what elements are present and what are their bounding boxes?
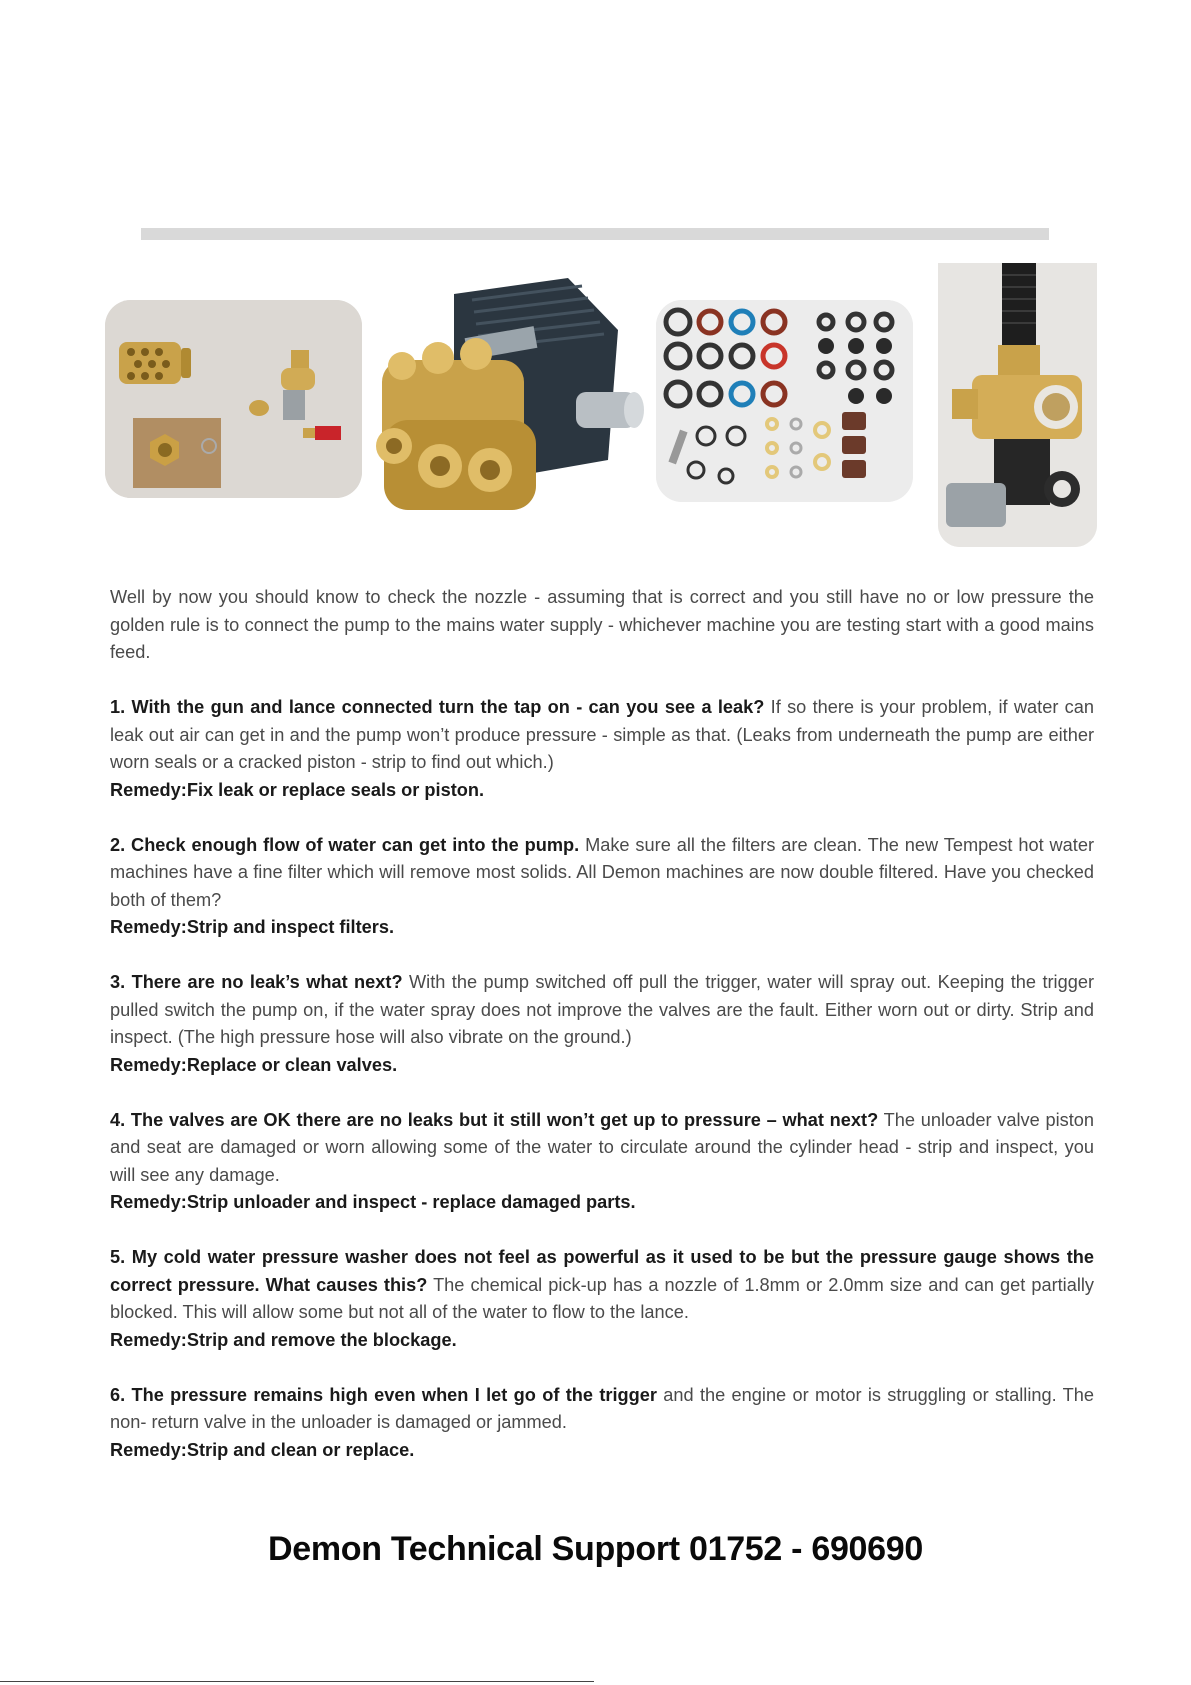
remedy-text: Strip unloader and inspect - replace damaged parts. [186, 1192, 636, 1212]
section-4-body: The unloader valve piston and seat are damaged or worn allowing some of the water to circulate around the cylinder head - strip and inspect, you will see any damage. [110, 1109, 1094, 1185]
header-divider-bar [141, 228, 1049, 240]
section-2-body: Make sure all the filters are clean. The new Tempest hot water machines have a fine filter which will remove most solids. All Demon machines are now double filtered. Have you checked both of them? [110, 834, 1095, 910]
section-1 [110, 694, 1094, 804]
section-2-remedy [110, 914, 1094, 942]
section-3-remedy [110, 1052, 1094, 1080]
intro-paragraph: Well by now you should know to check the nozzle - assuming that is correct and you still have no or low pressure the golden rule is to connect the pump to the mains water supply - whichever machine you are testing start with a good mains feed. [110, 587, 1094, 662]
unloader-valve-photo [938, 263, 1097, 547]
remedy-text: Fix leak or replace seals or piston. [186, 779, 485, 800]
remedy-label: Remedy: [110, 1439, 187, 1460]
remedy-text: Strip and remove the blockage. [186, 1329, 457, 1350]
technical-support-phone: Demon Technical Support 01752 - 690690 [267, 1530, 923, 1568]
remedy-label: Remedy: [110, 779, 187, 800]
remedy-label: Remedy: [110, 1054, 187, 1075]
section-3-body: With the pump switched off pull the trigger, water will spray out. Keeping the trigger pulled switch the pump on, if the water spray does not improve the valves are the fault. Either worn out or dirty. Strip and inspect. (The high pressure hose will also vibrate on the ground.) [110, 972, 1095, 1047]
remedy-label: Remedy: [110, 1192, 187, 1212]
section-3-heading: 3. There are no leak’s what next? [110, 972, 403, 992]
section-5-remedy [110, 1327, 1094, 1355]
section-5-heading: 5. My cold water pressure washer does not feel as powerful as it used to be but the pressure gauge shows the correct pressure. What causes this? [110, 1247, 1094, 1295]
section-6-heading: 6. The pressure remains high even when I let go of the trigger [110, 1384, 657, 1405]
section-1-body: If so there is your problem, if water can leak out air can get in and the pump won’t produce pressure - simple as that. (Leaks from underneath the pump are either worn seals or a cracked piston - strip to find out which.) [110, 697, 1094, 772]
section-2 [110, 832, 1094, 942]
filters-photo [105, 300, 362, 498]
remedy-text: Strip and inspect filters. [186, 917, 395, 937]
seal-kit-photo [656, 300, 913, 502]
section-6-remedy [110, 1437, 1094, 1465]
section-2-heading: 2. Check enough flow of water can get into the pump. [110, 834, 580, 855]
section-6 [110, 1382, 1094, 1465]
section-5-body: The chemical pick-up has a nozzle of 1.8mm or 2.0mm size and can get partially blocked. This will allow some but not all of the water to flow to the lance. [110, 1274, 1095, 1322]
pump-photo [362, 270, 652, 530]
section-4-remedy [110, 1189, 1094, 1217]
remedy-label: Remedy: [110, 917, 187, 937]
remedy-label: Remedy: [110, 1329, 187, 1350]
section-6-body: and the engine or motor is struggling or stalling. The non- return valve in the unloader is damaged or jammed. [110, 1384, 1095, 1432]
section-1-remedy [110, 777, 1094, 805]
section-3 [110, 969, 1094, 1079]
remedy-text: Replace or clean valves. [186, 1054, 398, 1075]
remedy-text: Strip and clean or replace. [186, 1439, 415, 1460]
section-5 [110, 1244, 1094, 1354]
section-1-heading: 1. With the gun and lance connected turn the tap on - can you see a leak? [110, 697, 765, 717]
footer-rule [0, 1681, 594, 1682]
troubleshooting-text [110, 584, 1094, 1492]
section-4-heading: 4. The valves are OK there are no leaks but it still won’t get up to pressure – what next? [110, 1109, 879, 1130]
section-4 [110, 1107, 1094, 1217]
